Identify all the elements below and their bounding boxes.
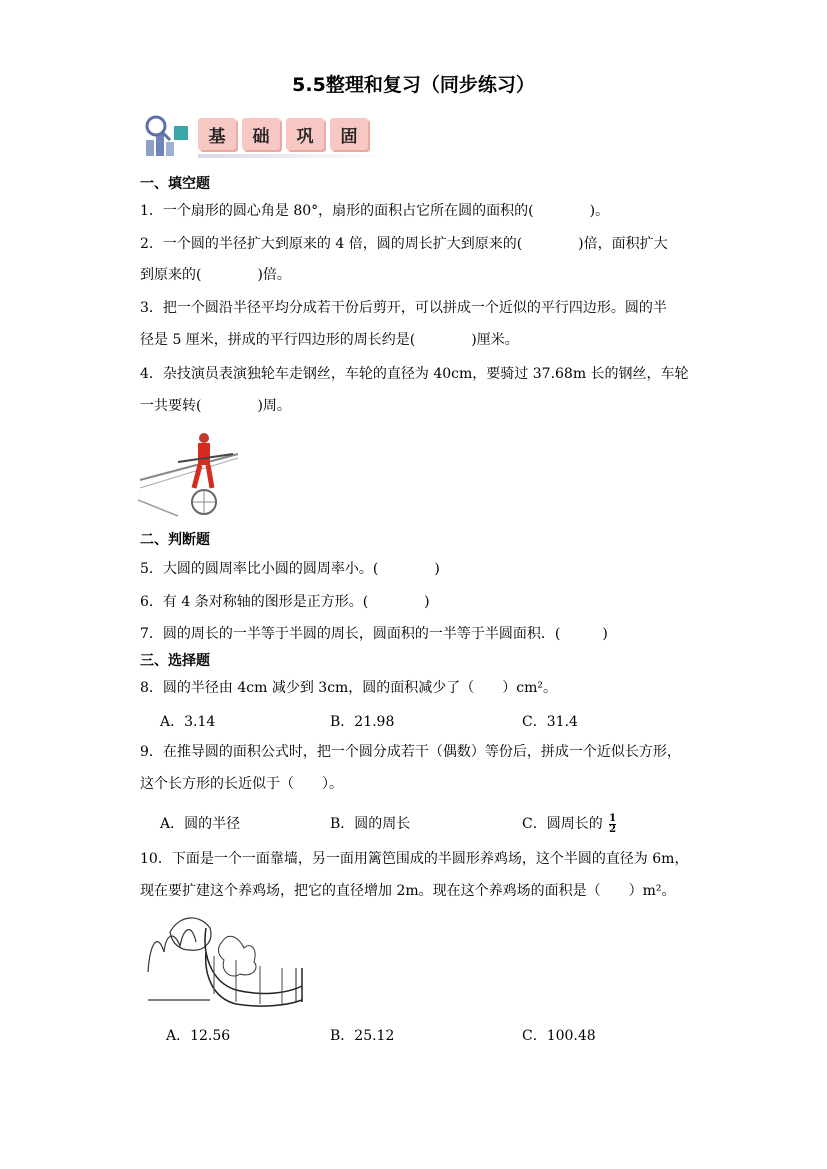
question-4-line-2: 一共要转( )周。: [140, 398, 291, 414]
banner-tiles: [198, 118, 368, 150]
fraction: [609, 814, 616, 835]
question-8-option-a: A．3.14: [160, 714, 216, 730]
banner-tile: 固: [330, 118, 368, 150]
question-10-line-1: 10．下面是一个一面靠墙，另一面用篱笆围成的半圆形养鸡场，这个半圆的直径为 6m，: [140, 851, 689, 867]
question-5: 5．大圆的圆周率比小圆的圆周率小。( ): [140, 561, 440, 577]
magnifier-chart-icon: [140, 112, 192, 160]
question-9-option-c-text: C．圆周长的: [522, 816, 603, 832]
question-10-option-b: B．25.12: [330, 1028, 395, 1044]
banner-underline: [198, 154, 388, 158]
question-8-option-b: B．21.98: [330, 714, 395, 730]
banner-tile: 基: [198, 118, 236, 150]
question-10-option-a: A．12.56: [166, 1028, 231, 1044]
question-9-line-2: 这个长方形的长近似于（ ）。: [140, 776, 343, 792]
fraction-denominator: 2: [609, 823, 617, 835]
question-3-line-2: 径是 5 厘米，拼成的平行四边形的周长约是( )厘米。: [140, 332, 519, 348]
section-banner: [140, 110, 400, 162]
question-3-line-1: 3．把一个圆沿半径平均分成若干份后剪开，可以拼成一个近似的平行四边形。圆的半: [140, 300, 667, 316]
question-9-option-a: A．圆的半径: [160, 816, 241, 832]
question-8: 8．圆的半径由 4cm 减少到 3cm，圆的面积减少了（ ）cm²。: [140, 680, 558, 696]
banner-tile: 础: [242, 118, 280, 150]
question-7: 7．圆的周长的一半等于半圆的周长，圆面积的一半等于半圆面积．( ): [140, 626, 608, 642]
question-9-line-1: 9．在推导圆的面积公式时，把一个圆分成若干（偶数）等份后，拼成一个近似长方形，: [140, 744, 681, 760]
question-4-line-1: 4．杂技演员表演独轮车走钢丝，车轮的直径为 40cm，要骑过 37.68m 长的钢丝，车轮: [140, 366, 689, 382]
question-2-line-2: 到原来的( )倍。: [140, 267, 291, 283]
question-9-option-c: [522, 813, 616, 835]
question-8-option-c: C．31.4: [522, 714, 578, 730]
chicken-coop-illustration: [140, 912, 308, 1008]
section-heading-judge: 二、判断题: [140, 532, 210, 548]
acrobat-unicycle-illustration: [138, 428, 243, 520]
banner-tile: 巩: [286, 118, 324, 150]
section-heading-choice: 三、选择题: [140, 653, 210, 669]
fraction-numerator: 1: [609, 812, 617, 824]
question-10-option-c: C．100.48: [522, 1028, 596, 1044]
page-title: 5.5整理和复习（同步练习）: [292, 74, 535, 96]
question-9-option-b: B．圆的周长: [330, 816, 411, 832]
question-10-line-2: 现在要扩建这个养鸡场，把它的直径增加 2m。现在这个养鸡场的面积是（ ）m²。: [140, 883, 676, 899]
question-6: 6．有 4 条对称轴的图形是正方形。( ): [140, 594, 430, 610]
question-1: 1．一个扇形的圆心角是 80°，扇形的面积占它所在圆的面积的( )。: [140, 203, 610, 219]
question-2-line-1: 2．一个圆的半径扩大到原来的 4 倍，圆的周长扩大到原来的( )倍，面积扩大: [140, 236, 668, 252]
section-heading-fill: 一、填空题: [140, 176, 210, 192]
